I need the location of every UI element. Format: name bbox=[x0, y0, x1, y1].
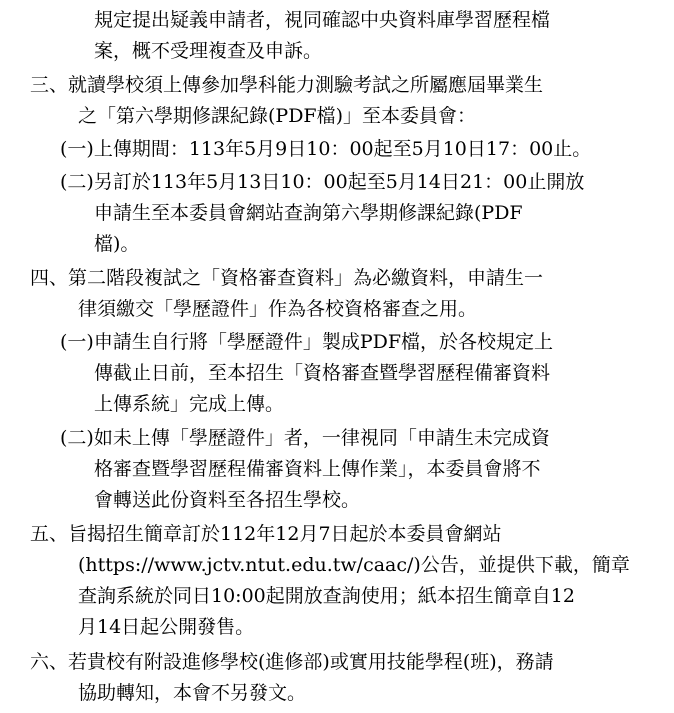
item-3-1: (一)上傳期間：113年5月9日10：00起至5月10日17：00止。 bbox=[60, 138, 592, 160]
doc-line-10: 律須繳交「學歷證件」作為各校資格審查之用。 bbox=[78, 298, 478, 320]
doc-line-1: 規定提出疑義申請者，視同確認中央資料庫學習歷程檔 bbox=[94, 9, 551, 31]
section-three-heading: 三、就讀學校須上傳參加學科能力測驗考試之所屬應屆畢業生 bbox=[30, 74, 544, 96]
doc-line-2: 案，概不受理複查及申訴。 bbox=[94, 40, 323, 62]
item-3-2: (二)另訂於113年5月13日10：00起至5月14日21：00止開放 bbox=[60, 171, 585, 193]
doc-line-13: 上傳系統」完成上傳。 bbox=[94, 393, 285, 415]
section-four-heading: 四、第二階段複試之「資格審查資料」為必繳資料，申請生一 bbox=[30, 267, 544, 289]
doc-line-8: 檔)。 bbox=[94, 233, 140, 255]
section-five-heading: 五、旨揭招生簡章訂於112年12月7日起於本委員會網站 bbox=[30, 523, 502, 545]
doc-line-4: 之「第六學期修課紀錄(PDF檔)」至本委員會： bbox=[78, 105, 477, 127]
doc-line-22: 協助轉知，本會不另發文。 bbox=[78, 682, 307, 704]
doc-line-16: 會轉送此份資料至各招生學校。 bbox=[94, 489, 361, 511]
item-4-2: (二)如未上傳「學歷證件」者，一律視同「申請生未完成資 bbox=[60, 427, 550, 449]
item-4-1: (一)申請生自行將「學歷證件」製成PDF檔，於各校規定上 bbox=[60, 331, 554, 353]
doc-line-7: 申請生至本委員會網站查詢第六學期修課紀錄(PDF bbox=[94, 202, 523, 224]
doc-line-19: 查詢系統於同日10:00起開放查詢使用；紙本招生簡章自12 bbox=[78, 585, 575, 607]
doc-line-15: 格審查暨學習歷程備審資料上傳作業」，本委員會將不 bbox=[94, 458, 541, 480]
caac-url-line: (https://www.jctv.ntut.edu.tw/caac/)公告，並提供下載，簡章 bbox=[78, 554, 630, 576]
section-six-heading: 六、若貴校有附設進修學校(進修部)或實用技能學程(班)，務請 bbox=[30, 651, 554, 673]
doc-line-20: 月14日起公開發售。 bbox=[78, 616, 255, 638]
doc-line-12: 傳截止日前，至本招生「資格審查暨學習歷程備審資料 bbox=[94, 362, 551, 384]
